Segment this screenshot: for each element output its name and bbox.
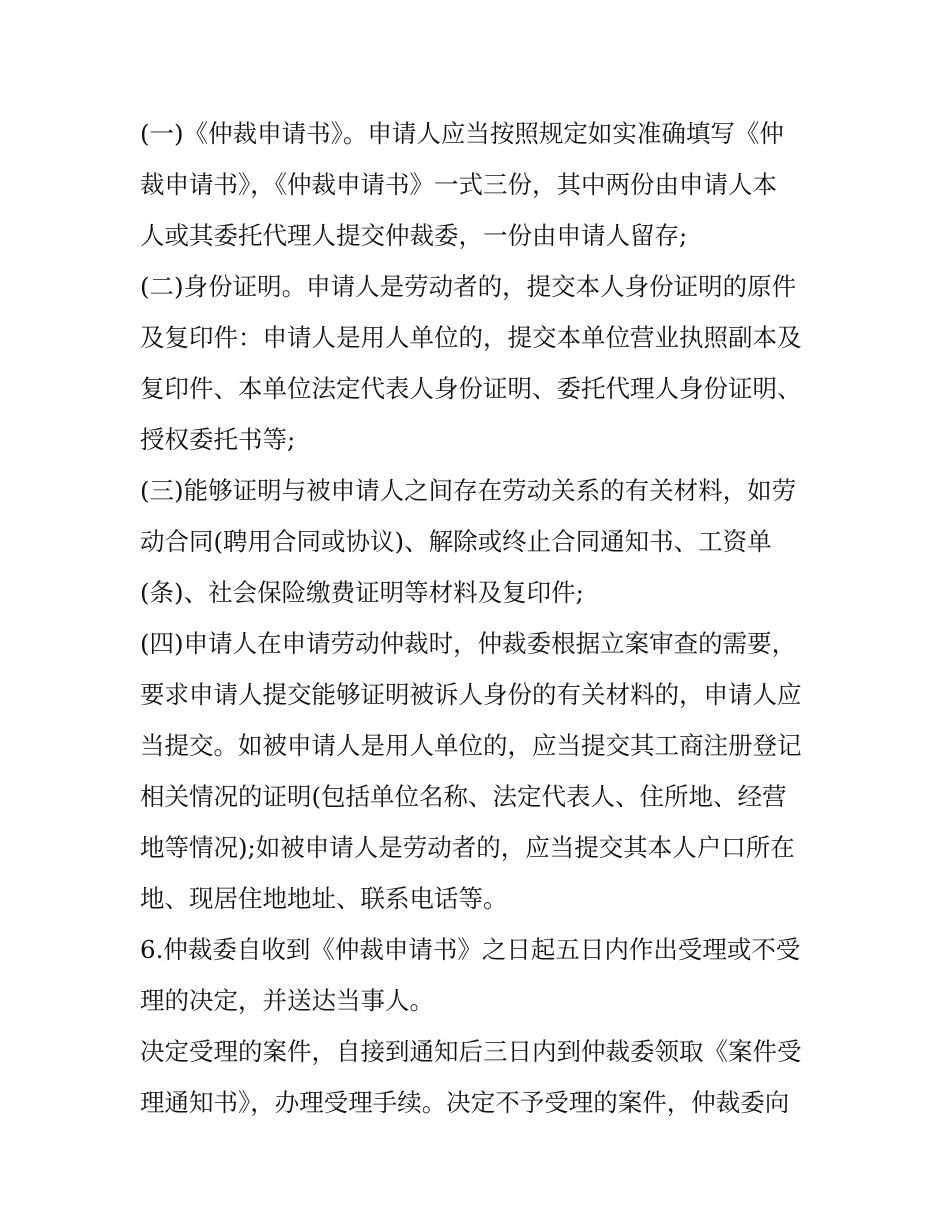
text-line: 相关情况的证明(包括单位名称、法定代表人、住所地、经营 (140, 782, 787, 811)
text-line: 人或其委托代理人提交仲裁委，一份由申请人留存; (140, 221, 688, 250)
text-line: 决定受理的案件，自接到通知后三日内到仲裁委领取《案件受 (140, 1037, 802, 1066)
text-line: 理的决定，并送达当事人。 (140, 986, 434, 1015)
text-line: (二)身份证明。申请人是劳动者的，提交本人身份证明的原件 (140, 272, 797, 301)
text-line: (四)申请人在申请劳动仲裁时，仲裁委根据立案审查的需要， (140, 629, 797, 658)
document-body (140, 108, 820, 1128)
text-line: (一)《仲裁申请书》。申请人应当按照规定如实准确填写《仲 (140, 119, 784, 148)
text-line: 及复印件：申请人是用人单位的，提交本单位营业执照副本及 (140, 323, 802, 352)
text-line: 理通知书》，办理受理手续。决定不予受理的案件，仲裁委向 (140, 1088, 790, 1117)
text-line: 6.仲裁委自收到《仲裁申请书》之日起五日内作出受理或不受 (140, 935, 801, 964)
text-line: 授权委托书等; (140, 425, 296, 454)
text-line: 当提交。如被申请人是用人单位的，应当提交其工商注册登记 (140, 731, 802, 760)
text-line: (三)能够证明与被申请人之间存在劳动关系的有关材料，如劳 (140, 476, 797, 505)
text-line: 复印件、本单位法定代表人身份证明、委托代理人身份证明、 (140, 374, 802, 403)
text-line: 动合同(聘用合同或协议)、解除或终止合同通知书、工资单 (140, 527, 772, 556)
text-line: 地等情况);如被申请人是劳动者的，应当提交其本人户口所在 (140, 833, 795, 862)
text-line: 裁申请书》，《仲裁申请书》一式三份，其中两份由申请人本 (140, 170, 777, 199)
text-line: (条)、社会保险缴费证明等材料及复印件; (140, 578, 584, 607)
text-line: 要求申请人提交能够证明被诉人身份的有关材料的，申请人应 (140, 680, 802, 709)
text-line: 地、现居住地地址、联系电话等。 (140, 884, 508, 913)
